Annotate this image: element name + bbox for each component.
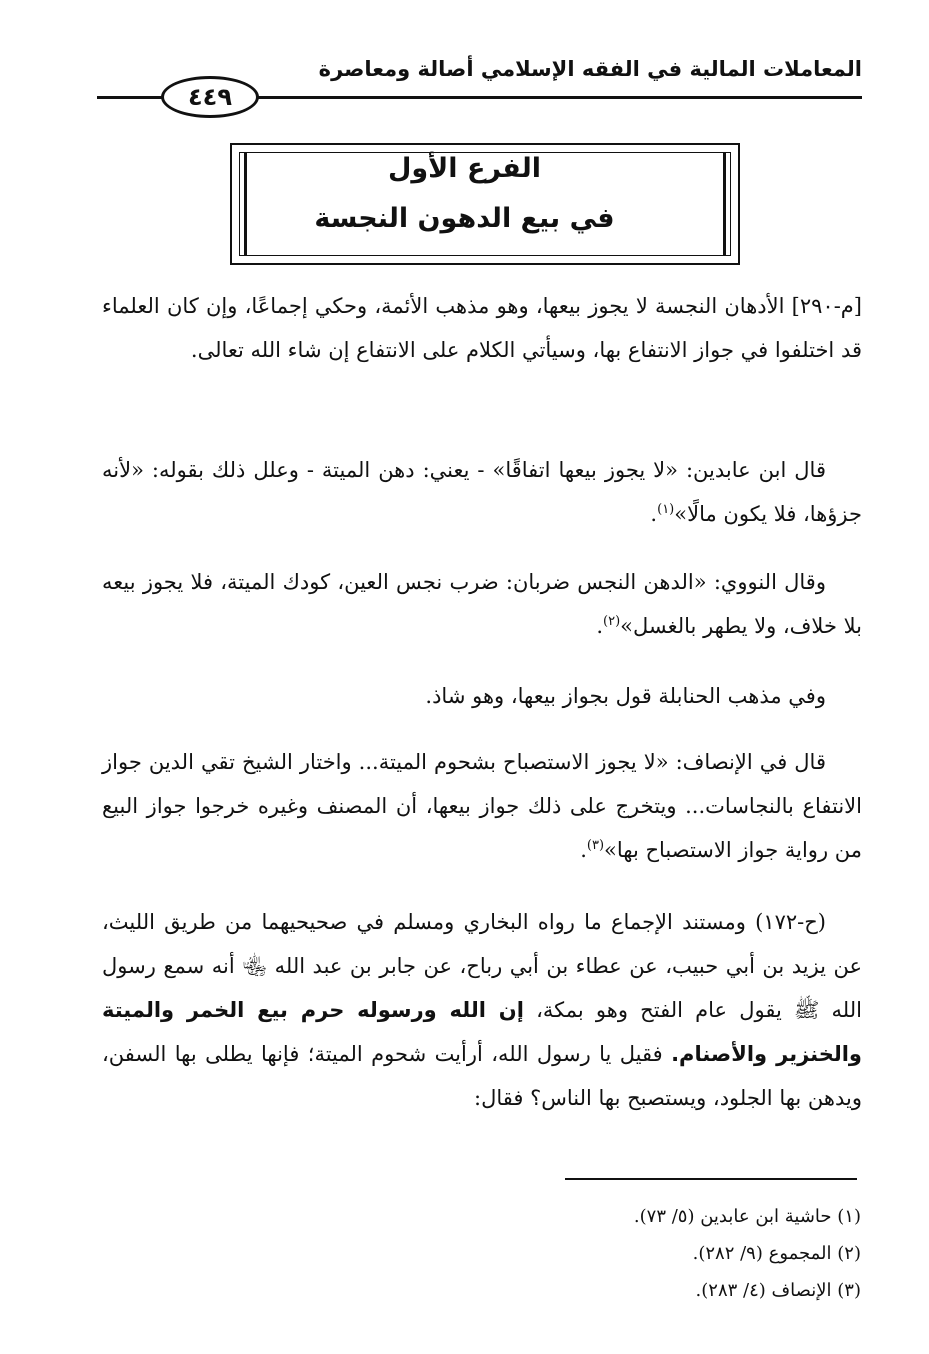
page-number: ٤٤٩ bbox=[161, 76, 259, 118]
paragraph-5-text: قال في الإنصاف: «لا يجوز الاستصباح بشحوم الميتة... واختار الشيخ تقي الدين جواز الانتفاع بالنجاسات... ويتخرج على ذلك جواز بيعها، أن المصنف وغيره خرجوا جواز البيع من رواية جواز الاستصباح بها» bbox=[102, 750, 862, 862]
paragraph-6-text-b: فقيل يا رسول الله، أرأيت شحوم الميتة؛ فإنها يطلى بها السفن، ويدهن بها الجلود، ويستصبح بها الناس؟ فقال: bbox=[102, 1042, 862, 1110]
hadith-quote: إن الله ورسوله حرم بيع الخمر والميتة والخنزير والأصنام. bbox=[102, 998, 862, 1066]
paragraph-4: وفي مذهب الحنابلة قول بجواز بيعها، وهو شاذ. bbox=[425, 684, 826, 708]
footnote-separator bbox=[565, 1178, 857, 1180]
paragraph-6 bbox=[102, 900, 862, 1120]
running-title: المعاملات المالية في الفقه الإسلامي أصالة ومعاصرة bbox=[318, 57, 862, 81]
section-subtitle: في بيع الدهون النجسة bbox=[314, 203, 615, 234]
footnote-ref-1: (١) bbox=[657, 502, 675, 517]
section-title: الفرع الأول bbox=[387, 153, 542, 184]
footnote-1: (١) حاشية ابن عابدين (٥/ ٧٣). bbox=[633, 1206, 861, 1227]
footnotes bbox=[161, 1198, 861, 1309]
paragraph-5: قال في الإنصاف: «لا يجوز الاستصباح بشحوم الميتة... واختار الشيخ تقي الدين جواز الانتفاع بالنجاسات... ويتخرج على ذلك جواز بيعها، أن المصنف وغيره خرجوا جواز البيع من رواية جواز الاستصباح بها»$^{(٣)}$. bbox=[102, 750, 862, 862]
paragraph-2: قال ابن عابدين: «لا يجوز بيعها اتفاقًا» - يعني: دهن الميتة - وعلل ذلك بقوله: «لأنه جزؤها، فلا يكون مالًا»$^{(١)}$. bbox=[102, 458, 862, 526]
footnote-2: (٢) المجموع (٩/ ٢٨٢). bbox=[692, 1243, 861, 1264]
paragraph-2-text: قال ابن عابدين: «لا يجوز بيعها اتفاقًا» - يعني: دهن الميتة - وعلل ذلك بقوله: «لأنه جزؤها، فلا يكون مالًا» bbox=[102, 458, 862, 526]
paragraph-3-text: وقال النووي: «الدهن النجس ضربان: ضرب نجس العين، كودك الميتة، فلا يجوز بيعه بلا خلاف، ولا يطهر بالغسل» bbox=[102, 570, 862, 638]
footnote-ref-2: (٢) bbox=[603, 614, 621, 629]
footnote-3: (٣) الإنصاف (٤/ ٢٨٣). bbox=[695, 1280, 861, 1301]
paragraph-1: [م-٢٩٠] الأدهان النجسة لا يجوز بيعها، وهو مذهب الأئمة، وحكي إجماعًا، وإن كان العلماء قد اختلفوا في جواز الانتفاع بها، وسيأتي الكلام على الانتفاع إن شاء الله تعالى. bbox=[102, 294, 862, 362]
footnote-ref-3: (٣) bbox=[586, 838, 605, 853]
paragraph-3: وقال النووي: «الدهن النجس ضربان: ضرب نجس العين، كودك الميتة، فلا يجوز بيعه بلا خلاف، ولا يطهر بالغسل»$^{(٢)}$. bbox=[102, 570, 862, 638]
page-header bbox=[97, 52, 862, 111]
paragraph-6-text-a: (ح-١٧٢) ومستند الإجماع ما رواه البخاري ومسلم في صحيحيهما من طريق الليث، عن يزيد بن أبي حبيب، عن عطاء بن أبي رباح، عن جابر بن عبد الله ﵄ أنه سمع رسول الله ﷺ يقول عام الفتح وهو بمكة، bbox=[102, 910, 862, 1022]
